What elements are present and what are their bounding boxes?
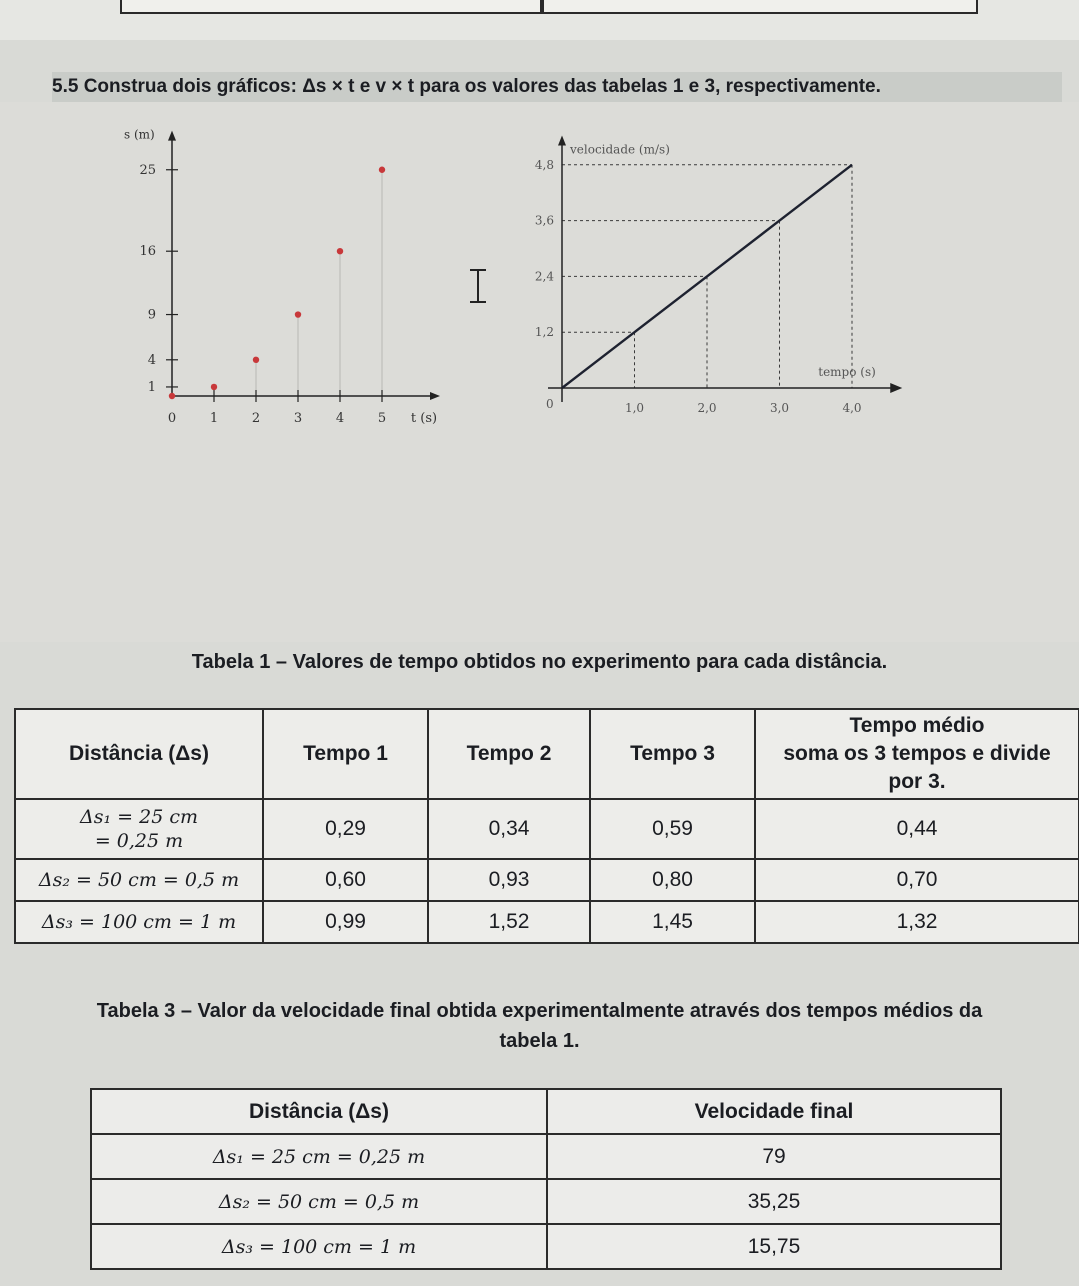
y-tick-label: 3,6 [534, 213, 554, 228]
table1-time2-cell: 1,52 [428, 901, 590, 943]
table3-velocity-cell: 79 [547, 1134, 1001, 1179]
table1-header-time3: Tempo 3 [590, 709, 755, 799]
x-tick-label: 5 [377, 411, 387, 426]
table1-distance-cell: Δs₃ = 100 cm = 1 m [15, 901, 263, 943]
table1-header-distance: Distância (Δs) [15, 709, 263, 799]
text-cursor-icon [466, 268, 490, 304]
x-tick-label: 2,0 [697, 401, 717, 415]
table1-time2-cell: 0,34 [428, 799, 590, 859]
y-axis-arrow-icon [168, 131, 176, 141]
chart-displacement-time [100, 102, 570, 442]
x-axis-arrow-icon [890, 383, 902, 393]
x-axis-arrow-icon [430, 392, 440, 400]
data-point [169, 393, 175, 399]
y-tick-label: 25 [139, 162, 156, 178]
table-row [91, 1224, 1001, 1269]
y-tick-label: 4,8 [534, 157, 554, 172]
data-point [211, 384, 217, 390]
y-axis-label: velocidade (m/s) [570, 142, 670, 157]
x-tick-label: 4,0 [842, 401, 862, 415]
y-tick-label: 1,2 [534, 325, 554, 340]
table-row [15, 859, 1079, 901]
previous-table-cell [542, 0, 978, 14]
table1-header-average: Tempo médio soma os 3 tempos e divide por 3. [755, 709, 1079, 799]
table1-time3-cell: 0,80 [590, 859, 755, 901]
x-tick-label: 3,0 [769, 401, 790, 415]
table3 [90, 1088, 1002, 1270]
data-point [295, 311, 301, 317]
x-tick-label: 1 [209, 411, 219, 426]
table1-time1-cell: 0,60 [263, 859, 428, 901]
x-tick-label: 3 [293, 411, 303, 426]
table3-header-velocity: Velocidade final [547, 1089, 1001, 1134]
table1-time3-cell: 0,59 [590, 799, 755, 859]
table-row [91, 1134, 1001, 1179]
data-point [253, 357, 259, 363]
table1 [14, 708, 1079, 944]
x-tick-label: 4 [335, 411, 345, 426]
y-tick-label: 4 [147, 352, 156, 368]
table-row [15, 799, 1079, 859]
table1-time1-cell: 0,29 [263, 799, 428, 859]
table1-header-time2: Tempo 2 [428, 709, 590, 799]
x-tick-label: 0 [167, 411, 177, 426]
table1-header-row [15, 709, 1079, 799]
x-tick-label: t (s) [410, 411, 438, 426]
y-tick-label: 9 [147, 307, 156, 323]
y-tick-label: 16 [139, 244, 156, 260]
table3-distance-cell: Δs₁ = 25 cm = 0,25 m [91, 1134, 547, 1179]
x-axis-label: tempo (s) [818, 365, 876, 379]
graphs-panel [0, 102, 1079, 642]
table1-distance-cell: Δs₁ = 25 cm = 0,25 m [15, 799, 263, 859]
y-tick-label: 1 [147, 379, 156, 395]
table1-time1-cell: 0,99 [263, 901, 428, 943]
table1-time2-cell: 0,93 [428, 859, 590, 901]
data-point [337, 248, 343, 254]
table1-distance-cell: Δs₂ = 50 cm = 0,5 m [15, 859, 263, 901]
x-tick-label: 2 [251, 411, 261, 426]
table3-header-distance: Distância (Δs) [91, 1089, 547, 1134]
table1-caption: Tabela 1 – Valores de tempo obtidos no experimento para cada distância. [191, 651, 888, 673]
table3-header-row [91, 1089, 1001, 1134]
y-tick-label: 2,4 [534, 269, 554, 284]
table1-time3-cell: 1,45 [590, 901, 755, 943]
table-row [15, 901, 1079, 943]
data-point [379, 167, 385, 173]
table1-average-cell: 1,32 [755, 901, 1079, 943]
previous-table-cell [120, 0, 542, 14]
origin-label: 0 [546, 397, 554, 411]
table3-velocity-cell: 15,75 [547, 1224, 1001, 1269]
y-axis-label: s (m) [124, 127, 155, 142]
table3-distance-cell: Δs₃ = 100 cm = 1 m [91, 1224, 547, 1269]
table3-distance-cell: Δs₂ = 50 cm = 0,5 m [91, 1179, 547, 1224]
x-tick-label: 1,0 [624, 401, 645, 415]
table1-header-time1: Tempo 1 [263, 709, 428, 799]
table1-average-cell: 0,70 [755, 859, 1079, 901]
question-heading: 5.5 Construa dois gráficos: Δs × t e v × t para os valores das tabelas 1 e 3, respectivamente. [52, 72, 1062, 102]
chart-velocity-time [520, 102, 990, 442]
table3-velocity-cell: 35,25 [547, 1179, 1001, 1224]
previous-page-strip [0, 0, 1079, 40]
y-axis-arrow-icon [558, 136, 566, 146]
table1-average-cell: 0,44 [755, 799, 1079, 859]
table-row [91, 1179, 1001, 1224]
table3-caption: Tabela 3 – Valor da velocidade final obtida experimentalmente através dos tempos médios da tabela 1. [96, 1000, 983, 1052]
